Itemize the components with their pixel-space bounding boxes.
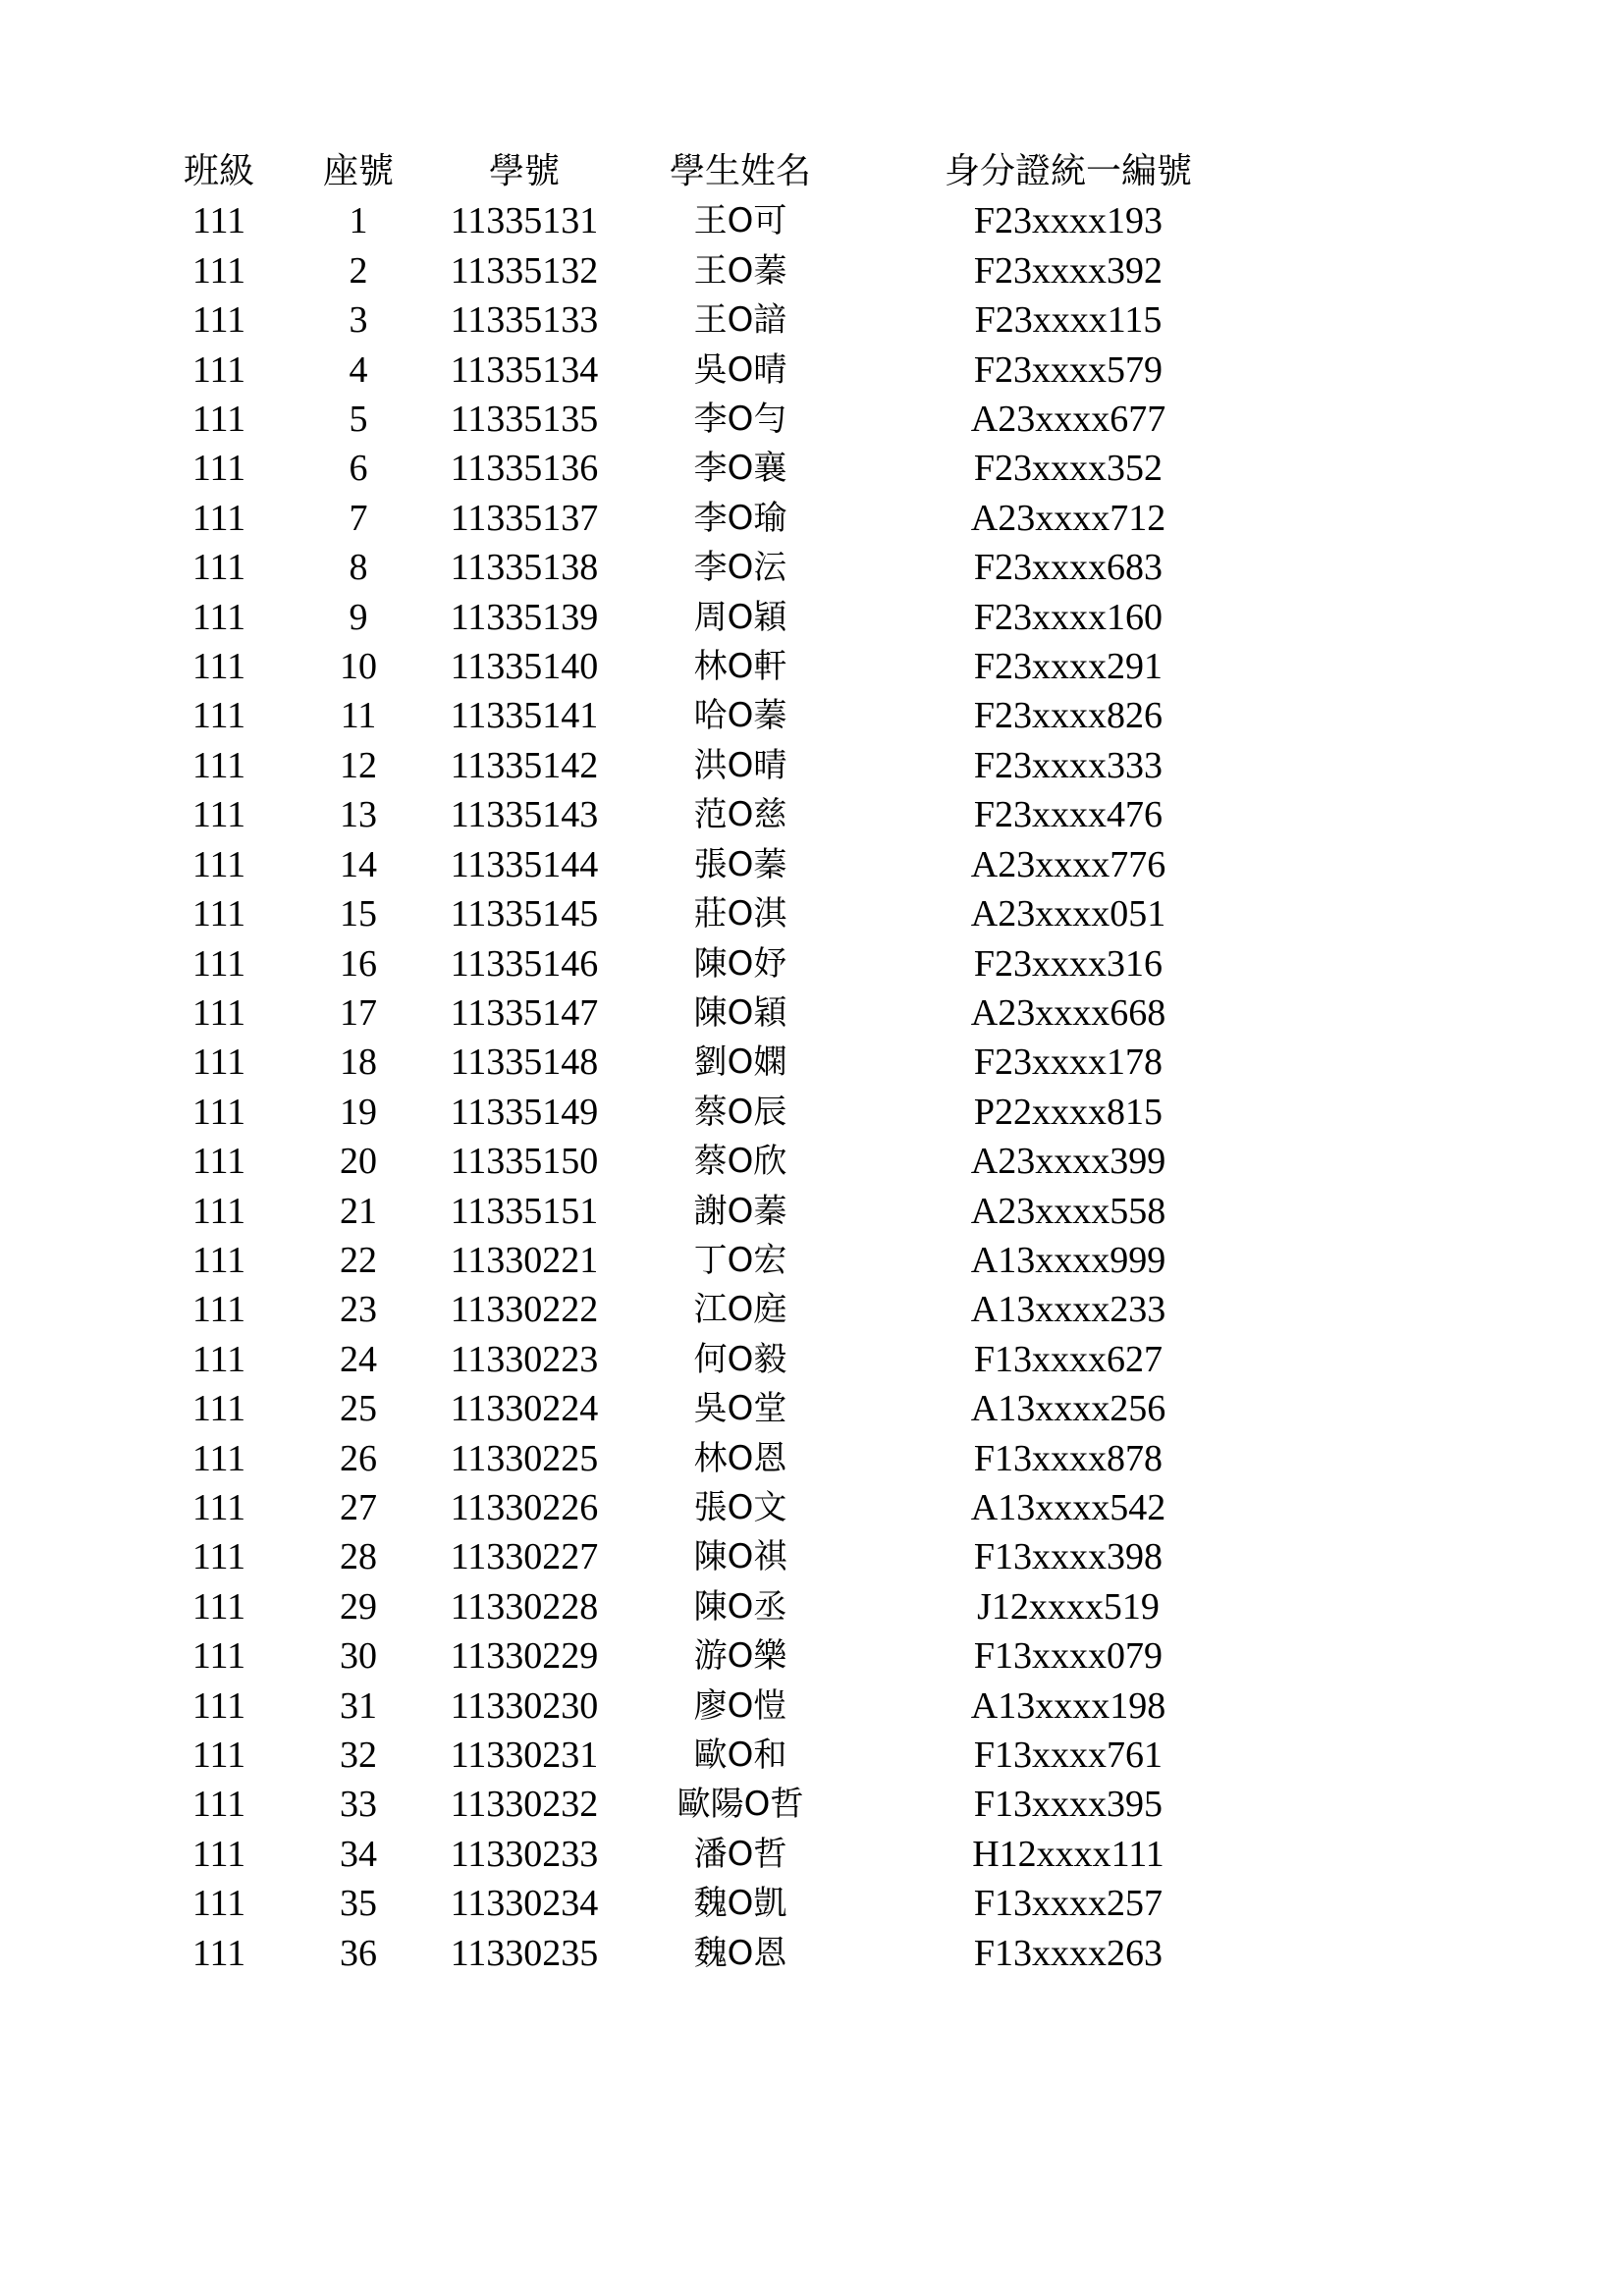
cell-student-name: 蔡O辰 <box>693 1092 787 1132</box>
cell-student-name: 王O可 <box>693 201 787 241</box>
table-row <box>159 741 1267 790</box>
header-student-id: 學號 <box>488 151 560 191</box>
cell-id-number: F23xxxx579 <box>973 348 1164 391</box>
cell-id-number: F23xxxx392 <box>973 249 1164 292</box>
table-row <box>159 1137 1267 1186</box>
table-row <box>159 1434 1267 1483</box>
header-row <box>159 147 1267 196</box>
cell-student-name: 吳O堂 <box>693 1389 787 1429</box>
cell-student-name: 陳O穎 <box>693 992 787 1033</box>
cell-seat: 7 <box>349 497 368 539</box>
cell-student-name: 游O樂 <box>693 1636 787 1677</box>
cell-student-name: 張O文 <box>693 1487 787 1527</box>
cell-student-id: 11330228 <box>450 1585 599 1628</box>
cell-seat: 22 <box>340 1239 377 1281</box>
cell-student-id: 11335145 <box>450 893 599 935</box>
cell-student-name: 洪O晴 <box>693 745 787 785</box>
table-row <box>159 939 1267 988</box>
cell-seat: 8 <box>349 547 368 589</box>
cell-student-name: 陳O祺 <box>693 1537 787 1577</box>
table-row <box>159 1582 1267 1631</box>
cell-seat: 35 <box>340 1883 377 1925</box>
cell-student-id: 11330229 <box>450 1635 599 1678</box>
cell-class: 111 <box>191 744 246 786</box>
cell-seat: 10 <box>340 646 377 688</box>
cell-student-name: 廖O愷 <box>693 1685 787 1726</box>
cell-student-id: 11335132 <box>450 249 599 292</box>
table-row <box>159 1682 1267 1731</box>
cell-class: 111 <box>191 1635 246 1678</box>
cell-student-id: 11330231 <box>450 1735 599 1776</box>
cell-class: 111 <box>191 1388 246 1430</box>
cell-class: 111 <box>191 1932 246 1974</box>
cell-student-name: 丁O宏 <box>693 1240 787 1280</box>
cell-student-id: 11335140 <box>450 646 599 688</box>
table-row <box>159 691 1267 740</box>
cell-class: 111 <box>191 1190 246 1232</box>
header-seat: 座號 <box>322 151 394 191</box>
table-row <box>159 1731 1267 1780</box>
cell-class: 111 <box>191 1338 246 1380</box>
cell-class: 111 <box>191 1041 246 1084</box>
cell-student-name: 李O勻 <box>693 400 787 440</box>
cell-student-name: 林O軒 <box>693 647 787 687</box>
cell-class: 111 <box>191 1735 246 1776</box>
cell-student-name: 李O沄 <box>693 548 787 588</box>
cell-class: 111 <box>191 695 246 737</box>
cell-id-number: F23xxxx476 <box>973 794 1164 836</box>
cell-student-id: 11335138 <box>450 547 599 589</box>
cell-id-number: A13xxxx542 <box>970 1486 1166 1528</box>
cell-id-number: A23xxxx776 <box>970 843 1166 885</box>
table-row <box>159 494 1267 543</box>
cell-id-number: F23xxxx333 <box>973 744 1164 786</box>
cell-id-number: P22xxxx815 <box>973 1091 1164 1133</box>
cell-id-number: F23xxxx160 <box>973 596 1164 638</box>
table-header <box>159 147 1267 196</box>
table-row <box>159 1187 1267 1236</box>
cell-seat: 15 <box>340 893 377 935</box>
cell-student-id: 11335133 <box>450 299 599 342</box>
cell-student-id: 11330233 <box>450 1833 599 1875</box>
cell-class: 111 <box>191 1437 246 1479</box>
cell-seat: 12 <box>340 744 377 786</box>
table-row <box>159 543 1267 592</box>
table-row <box>159 1088 1267 1137</box>
cell-class: 111 <box>191 249 246 292</box>
cell-student-name: 林O恩 <box>693 1438 787 1478</box>
table-row <box>159 1631 1267 1681</box>
cell-student-id: 11335134 <box>450 348 599 391</box>
cell-seat: 6 <box>349 448 368 490</box>
table-row <box>159 1038 1267 1087</box>
cell-student-id: 11330221 <box>450 1239 599 1281</box>
cell-student-name: 歐陽O哲 <box>677 1785 804 1825</box>
cell-student-id: 11330234 <box>450 1883 599 1925</box>
cell-id-number: F23xxxx193 <box>973 200 1164 242</box>
cell-student-name: 蔡O欣 <box>693 1142 787 1182</box>
cell-class: 111 <box>191 1585 246 1628</box>
cell-student-name: 王O諳 <box>693 300 787 341</box>
cell-class: 111 <box>191 794 246 836</box>
cell-id-number: A23xxxx668 <box>970 991 1166 1034</box>
table-body <box>159 196 1267 1978</box>
cell-student-name: 張O蓁 <box>693 844 787 884</box>
table-row <box>159 1830 1267 1879</box>
cell-student-id: 11335151 <box>450 1190 599 1232</box>
cell-seat: 23 <box>340 1289 377 1331</box>
table-row <box>159 1879 1267 1928</box>
cell-class: 111 <box>191 596 246 638</box>
table-row <box>159 988 1267 1038</box>
cell-class: 111 <box>191 1091 246 1133</box>
cell-class: 111 <box>191 942 246 985</box>
cell-id-number: A13xxxx233 <box>970 1289 1166 1331</box>
cell-id-number: A23xxxx399 <box>970 1141 1166 1183</box>
cell-class: 111 <box>191 1486 246 1528</box>
cell-seat: 34 <box>340 1833 377 1875</box>
cell-seat: 5 <box>349 399 368 441</box>
cell-id-number: F13xxxx395 <box>973 1784 1164 1826</box>
cell-id-number: F13xxxx761 <box>973 1735 1164 1776</box>
table-row <box>159 790 1267 839</box>
cell-id-number: F23xxxx352 <box>973 448 1164 490</box>
cell-student-id: 11330226 <box>450 1486 599 1528</box>
cell-student-id: 11330235 <box>450 1932 599 1974</box>
header-class: 班級 <box>183 151 254 191</box>
cell-class: 111 <box>191 1141 246 1183</box>
cell-class: 111 <box>191 1833 246 1875</box>
cell-seat: 2 <box>349 249 368 292</box>
cell-student-id: 11335150 <box>450 1141 599 1183</box>
cell-class: 111 <box>191 646 246 688</box>
cell-student-id: 11330225 <box>450 1437 599 1479</box>
cell-id-number: F23xxxx291 <box>973 646 1164 688</box>
table-row <box>159 889 1267 938</box>
cell-seat: 32 <box>340 1735 377 1776</box>
cell-class: 111 <box>191 448 246 490</box>
cell-id-number: F13xxxx079 <box>973 1635 1164 1678</box>
cell-id-number: F13xxxx398 <box>973 1536 1164 1578</box>
cell-seat: 20 <box>340 1141 377 1183</box>
cell-student-id: 11330230 <box>450 1684 599 1727</box>
student-roster-table <box>159 147 1267 1978</box>
table-row <box>159 1483 1267 1532</box>
table-row <box>159 593 1267 642</box>
cell-student-id: 11335137 <box>450 497 599 539</box>
cell-student-id: 11335149 <box>450 1091 599 1133</box>
table-row <box>159 1532 1267 1581</box>
table-row <box>159 346 1267 395</box>
cell-id-number: A23xxxx051 <box>970 893 1166 935</box>
cell-student-name: 魏O恩 <box>693 1933 787 1973</box>
cell-class: 111 <box>191 399 246 441</box>
cell-student-id: 11335136 <box>450 448 599 490</box>
cell-student-name: 吳O晴 <box>693 349 787 390</box>
cell-id-number: H12xxxx111 <box>972 1833 1164 1875</box>
cell-student-id: 11335131 <box>450 200 599 242</box>
cell-seat: 27 <box>340 1486 377 1528</box>
cell-student-name: 歐O和 <box>693 1735 787 1775</box>
cell-student-name: 王O蓁 <box>693 250 787 291</box>
cell-id-number: F23xxxx178 <box>973 1041 1164 1084</box>
cell-class: 111 <box>191 1536 246 1578</box>
cell-class: 111 <box>191 547 246 589</box>
cell-class: 111 <box>191 497 246 539</box>
cell-id-number: A13xxxx256 <box>970 1388 1166 1430</box>
cell-student-id: 11335143 <box>450 794 599 836</box>
cell-class: 111 <box>191 991 246 1034</box>
cell-seat: 28 <box>340 1536 377 1578</box>
cell-student-id: 11330232 <box>450 1784 599 1826</box>
cell-seat: 26 <box>340 1437 377 1479</box>
cell-seat: 29 <box>340 1585 377 1628</box>
cell-student-id: 11330223 <box>450 1338 599 1380</box>
cell-student-id: 11330224 <box>450 1388 599 1430</box>
cell-id-number: F13xxxx257 <box>973 1883 1164 1925</box>
table-row <box>159 246 1267 295</box>
cell-id-number: A23xxxx712 <box>970 497 1166 539</box>
cell-seat: 16 <box>340 942 377 985</box>
cell-seat: 4 <box>349 348 368 391</box>
cell-class: 111 <box>191 1883 246 1925</box>
cell-seat: 3 <box>349 299 368 342</box>
table-row <box>159 1335 1267 1384</box>
cell-seat: 33 <box>340 1784 377 1826</box>
cell-student-id: 11335146 <box>450 942 599 985</box>
cell-seat: 1 <box>349 200 368 242</box>
cell-student-id: 11335148 <box>450 1041 599 1084</box>
header-student-name: 學生姓名 <box>669 151 811 191</box>
cell-class: 111 <box>191 299 246 342</box>
cell-student-name: 潘O哲 <box>693 1834 787 1874</box>
cell-seat: 25 <box>340 1388 377 1430</box>
table-row <box>159 395 1267 444</box>
table-row <box>159 1285 1267 1334</box>
cell-seat: 19 <box>340 1091 377 1133</box>
cell-student-name: 李O襄 <box>693 449 787 489</box>
cell-student-id: 11330227 <box>450 1536 599 1578</box>
cell-class: 111 <box>191 348 246 391</box>
cell-student-id: 11335141 <box>450 695 599 737</box>
cell-id-number: A13xxxx999 <box>970 1239 1166 1281</box>
cell-student-name: 周O穎 <box>693 597 787 637</box>
cell-student-name: 哈O蓁 <box>693 696 787 736</box>
cell-student-id: 11335142 <box>450 744 599 786</box>
cell-seat: 17 <box>340 991 377 1034</box>
cell-seat: 36 <box>340 1932 377 1974</box>
cell-id-number: F13xxxx263 <box>973 1932 1164 1974</box>
cell-id-number: F13xxxx627 <box>973 1338 1164 1380</box>
cell-id-number: F23xxxx683 <box>973 547 1164 589</box>
cell-id-number: F23xxxx316 <box>973 942 1164 985</box>
cell-seat: 31 <box>340 1684 377 1727</box>
cell-class: 111 <box>191 1784 246 1826</box>
cell-class: 111 <box>191 1239 246 1281</box>
cell-student-id: 11335144 <box>450 843 599 885</box>
cell-id-number: F23xxxx826 <box>973 695 1164 737</box>
cell-seat: 9 <box>349 596 368 638</box>
cell-student-name: 何O毅 <box>693 1339 787 1379</box>
cell-seat: 14 <box>340 843 377 885</box>
cell-class: 111 <box>191 200 246 242</box>
cell-class: 111 <box>191 843 246 885</box>
cell-seat: 11 <box>340 695 377 737</box>
cell-student-name: 范O慈 <box>693 795 787 835</box>
cell-seat: 18 <box>340 1041 377 1084</box>
cell-seat: 21 <box>340 1190 377 1232</box>
cell-seat: 30 <box>340 1635 377 1678</box>
cell-class: 111 <box>191 893 246 935</box>
header-id-number: 身分證統一編號 <box>944 151 1192 191</box>
table-row <box>159 444 1267 493</box>
cell-student-name: 魏O凱 <box>693 1884 787 1924</box>
cell-student-id: 11335147 <box>450 991 599 1034</box>
cell-id-number: A13xxxx198 <box>970 1684 1166 1727</box>
cell-student-name: 李O瑜 <box>693 498 787 538</box>
table-row <box>159 642 1267 691</box>
table-row <box>159 1780 1267 1829</box>
cell-seat: 24 <box>340 1338 377 1380</box>
table-row <box>159 840 1267 889</box>
cell-student-name: 江O庭 <box>693 1290 787 1330</box>
cell-id-number: F13xxxx878 <box>973 1437 1164 1479</box>
cell-id-number: J12xxxx519 <box>977 1585 1160 1628</box>
table-row <box>159 1236 1267 1285</box>
cell-student-name: 劉O嫻 <box>693 1042 787 1083</box>
cell-id-number: A23xxxx558 <box>970 1190 1166 1232</box>
cell-student-id: 11335139 <box>450 596 599 638</box>
cell-student-id: 11335135 <box>450 399 599 441</box>
cell-student-name: 陳O妤 <box>693 943 787 984</box>
cell-student-name: 陳O丞 <box>693 1586 787 1627</box>
cell-student-id: 11330222 <box>450 1289 599 1331</box>
cell-student-name: 謝O蓁 <box>693 1191 787 1231</box>
cell-seat: 13 <box>340 794 377 836</box>
cell-id-number: F23xxxx115 <box>974 299 1163 342</box>
table-row <box>159 1384 1267 1433</box>
table-row <box>159 1929 1267 1978</box>
table-row <box>159 196 1267 245</box>
cell-id-number: A23xxxx677 <box>970 399 1166 441</box>
table-row <box>159 295 1267 345</box>
cell-class: 111 <box>191 1289 246 1331</box>
cell-student-name: 莊O淇 <box>693 894 787 934</box>
cell-class: 111 <box>191 1684 246 1727</box>
